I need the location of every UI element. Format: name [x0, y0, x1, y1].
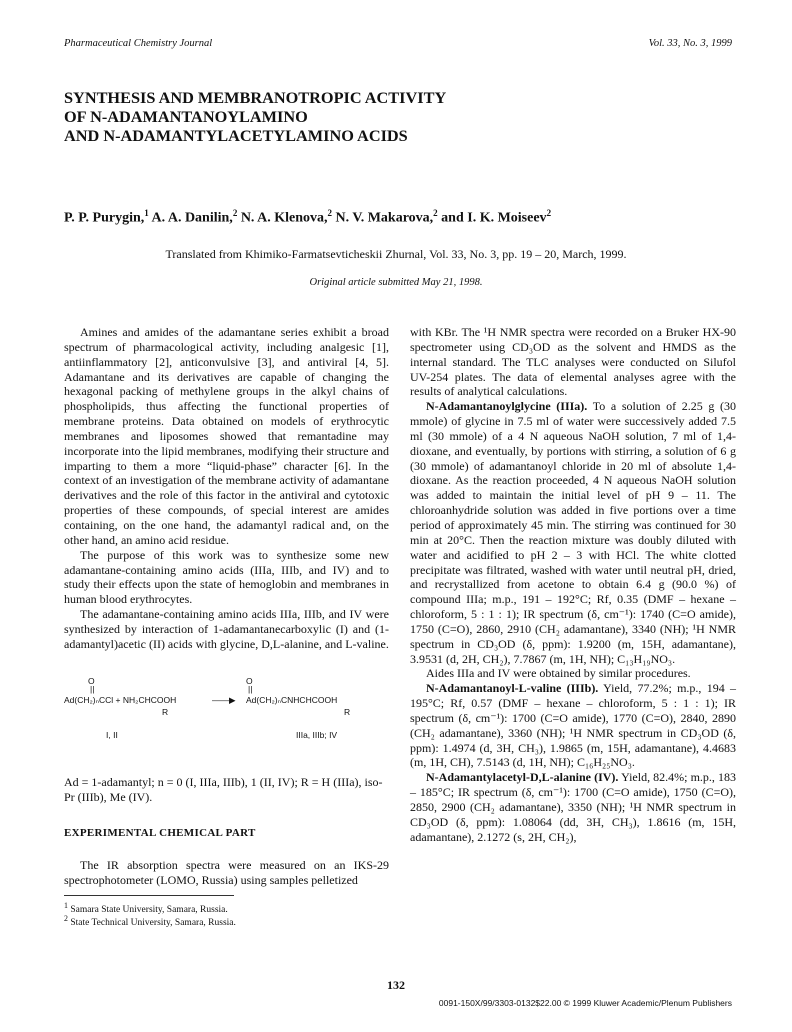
footnote-2 [64, 914, 236, 928]
scheme-legend: Ad = 1-adamantyl; n = 0 (I, IIIa, IIIb), 1 (II, IV); R = H (IIIa), iso-Pr (IIIb), Me (IV). [64, 775, 383, 804]
title-line-2: OF N-ADAMANTANOYLAMINO [64, 107, 308, 126]
paragraph: Aides IIIa and IV were obtained by similar procedures. [426, 666, 691, 681]
paragraph [410, 681, 736, 770]
reactant-label: I, II [106, 730, 118, 740]
reaction-scheme [64, 676, 389, 751]
right-column [410, 325, 736, 845]
affiliation-mark: 2 [232, 208, 238, 218]
compound-heading: N-Adamantylacetyl-D,L-alanine (IV). [426, 770, 619, 785]
paragraph: The adamantane-containing amino acids IIIa, IIIb, and IV were synthesized by interaction of 1-adamantanecarboxylic (I) and (1-adamantyl)acetic (II) acids with glycine, D,L-alanine, and L-valine. [64, 607, 389, 651]
compound-heading: N-Adamantanoylglycine (IIIa). [426, 399, 588, 414]
paragraph: with KBr. The ¹H NMR spectra were recorded on a Bruker HX-90 spectrometer using CD₃OD as the solvent and HMDS as the internal standard. The TLC analyses were conducted on Silufol UV-254 plates. The data of elemental analyses agree with the results of analytical calculations. [410, 325, 736, 399]
footnote-mark: 1 [64, 901, 68, 910]
paragraph [64, 858, 389, 888]
affiliation-mark: 1 [144, 208, 149, 218]
product-label: IIIa, IIIb; IV [296, 730, 338, 740]
page-number: 132 [387, 978, 405, 992]
author-name: P. P. Purygin, [64, 210, 145, 226]
reactants: Ad(CH₂)ₙCCl + NH₂CHCOOH [64, 695, 177, 705]
author-name: N. A. Klenova, [240, 210, 328, 226]
section-heading: EXPERIMENTAL CHEMICAL PART [64, 827, 256, 839]
footnote-text: Samara State University, Samara, Russia. [70, 905, 228, 916]
double-bond: || [248, 684, 253, 694]
footnote-divider [64, 895, 234, 896]
paragraph: Amines and amides of the adamantane series exhibit a broad spectrum of pharmacological activity, including analgesic [1], antiinflammatory [2], anticonvulsive [3], and antiviral [4, 5]. Adamantane and its derivatives are capable of changing the hexagonal packing of methylene groups in the alkyl chains of phospholipids, thus affecting the functional properties of membrane proteins. Data obtained on models of erythrocytic membranes and liposomes showed that remantadine may incorporate into the lipid membranes, modifying their structure and imparting to them a more “liquid-phase” character [6]. In the context of an investigation of the membrane activity of adamantane derivatives and the role of this factor in the antiviral and cytotoxic properties of these compounds, of special interest are amides containing, on the one hand, the adamantyl radical and, on the other hand, an amino acid residue. [64, 325, 389, 547]
footnote-text: State Technical University, Samara, Russia. [70, 918, 236, 929]
copyright-line: 0091-150X/99/3303-0132$22.00 © 1999 Kluwer Academic/Plenum Publishers [438, 998, 732, 1008]
reaction-arrow: ——▶ [212, 695, 236, 705]
carbonyl-oxygen: O [246, 676, 253, 686]
paragraph-text: To a solution of 2.25 g (30 mmole) of glycine in 7.5 ml of water were successively added 7.5 ml (30 mmole) of a 4 N aqueous NaOH solution, 7 ml of 1,4-dioxane, and eventually, by portions with stirring, a solution of 6 g (30 mmole) of adamantanoyl chloride in 20 ml of absolute 1,4-dioxane. As the reaction proceeded, 4 N aqueous NaOH solution was added to maintain the initial level of pH 9 – 11. The chloroanhydride solution was added in five portions over a time period of approximately 45 min. The stirring was continued for 30 min at 20°C. Then the reaction mixture was doubly diluted with water and acidified to pH 2 – 3 with HCl. The white clotted precipitate was filtrated, washed with water until neutral pH, dried, and recrystallized from acetone to obtain 6.4 g (90.0 %) of compound IIIa; m.p., 191 – 192°C; Rf, 0.35 (DMF – hexane – chloroform, 5 : 1 : 1); IR spectrum (δ, cm⁻¹): 1740 (C=O amide), 1750 (C=O), 2860, 2910 (CH₂ adamantane), 3340 (NH); ¹H NMR spectrum in CD₃OD (δ, ppm): 1.9200 (m, 15H, adamantane), 3.9531 (d, 2H, CH₂), 7.7867 (m, 1H, NH); C₁₃H₁₉NO₃. [410, 399, 737, 666]
author-name: A. A. Danilin, [151, 210, 233, 226]
affiliation-mark: 2 [327, 208, 333, 218]
author-list [64, 208, 551, 227]
paragraph [410, 399, 736, 666]
carbonyl-oxygen: O [88, 676, 95, 686]
translation-note: Translated from Khimiko-Farmatsevticheskii Zhurnal, Vol. 33, No. 3, pp. 19 – 20, March, 1999. [165, 247, 627, 261]
ir-paragraph: The IR absorption spectra were measured on an IKS-29 spectrophotometer (LOMO, Russia) using samples pelletized [64, 858, 389, 887]
journal-volume: Vol. 33, No. 3, 1999 [648, 38, 732, 49]
affiliation-mark: 2 [433, 208, 438, 218]
paragraph [410, 770, 736, 844]
paragraph: The purpose of this work was to synthesize some new adamantane-containing amino acids (IIIa, IIIb, and IV) and to study their effects upon the state of hemoglobin and membranes in human blood erythrocytes. [64, 547, 389, 607]
footnote-mark: 2 [64, 914, 68, 923]
substituent-r: R [162, 707, 169, 717]
paragraph-text: Yield, 77.2%; m.p., 194 – 195°C; Rf, 0.57 (DMF – hexane – chloroform, 5 : 1 : 1); IR spectrum (δ, cm⁻¹): 1700 (C=O amide), 1770 (C=O), 2840, 2890 (CH₂ adamantane), 3360 (NH); ¹H NMR spectrum in CD₃OD (δ, ppm): 1.4974 (d, 3H, CH₃), 1.9865 (m, 15H, adamantane), 4.4683 (m, 1H, CH), 7.5143 (d, 1H, NH); C₁₆H₂₅NO₃. [410, 681, 737, 770]
double-bond: || [90, 684, 95, 694]
left-column [64, 325, 389, 652]
author-name: and I. K. Moiseev [441, 210, 547, 226]
paragraph-text: Yield, 82.4%; m.p., 183 – 185°C; IR spectrum (δ, cm⁻¹): 1700 (C=O amide), 1750 (C=O), 2850, 2900 (CH₂ adamantane), 3350 (NH); ¹H NMR spectrum in CD₃OD (δ, ppm): 1.08064 (dd, 3H, CH₃), 1.8616 (m, 15H, adamantane), 2.1272 (s, 2H, CH₂), [410, 770, 737, 844]
affiliation-mark: 2 [546, 208, 552, 218]
substituent-r: R [344, 707, 351, 717]
author-name: N. V. Makarova, [335, 210, 434, 226]
title-line-3: AND N-ADAMANTYLACETYLAMINO ACIDS [64, 126, 408, 145]
journal-name: Pharmaceutical Chemistry Journal [64, 38, 213, 49]
article-title [64, 88, 724, 145]
title-line-1: SYNTHESIS AND MEMBRANOTROPIC ACTIVITY [64, 88, 447, 107]
compound-heading: N-Adamantanoyl-L-valine (IIIb). [426, 681, 599, 696]
submission-date: Original article submitted May 21, 1998. [309, 277, 483, 288]
product: Ad(CH₂)ₙCNHCHCOOH [246, 695, 338, 705]
